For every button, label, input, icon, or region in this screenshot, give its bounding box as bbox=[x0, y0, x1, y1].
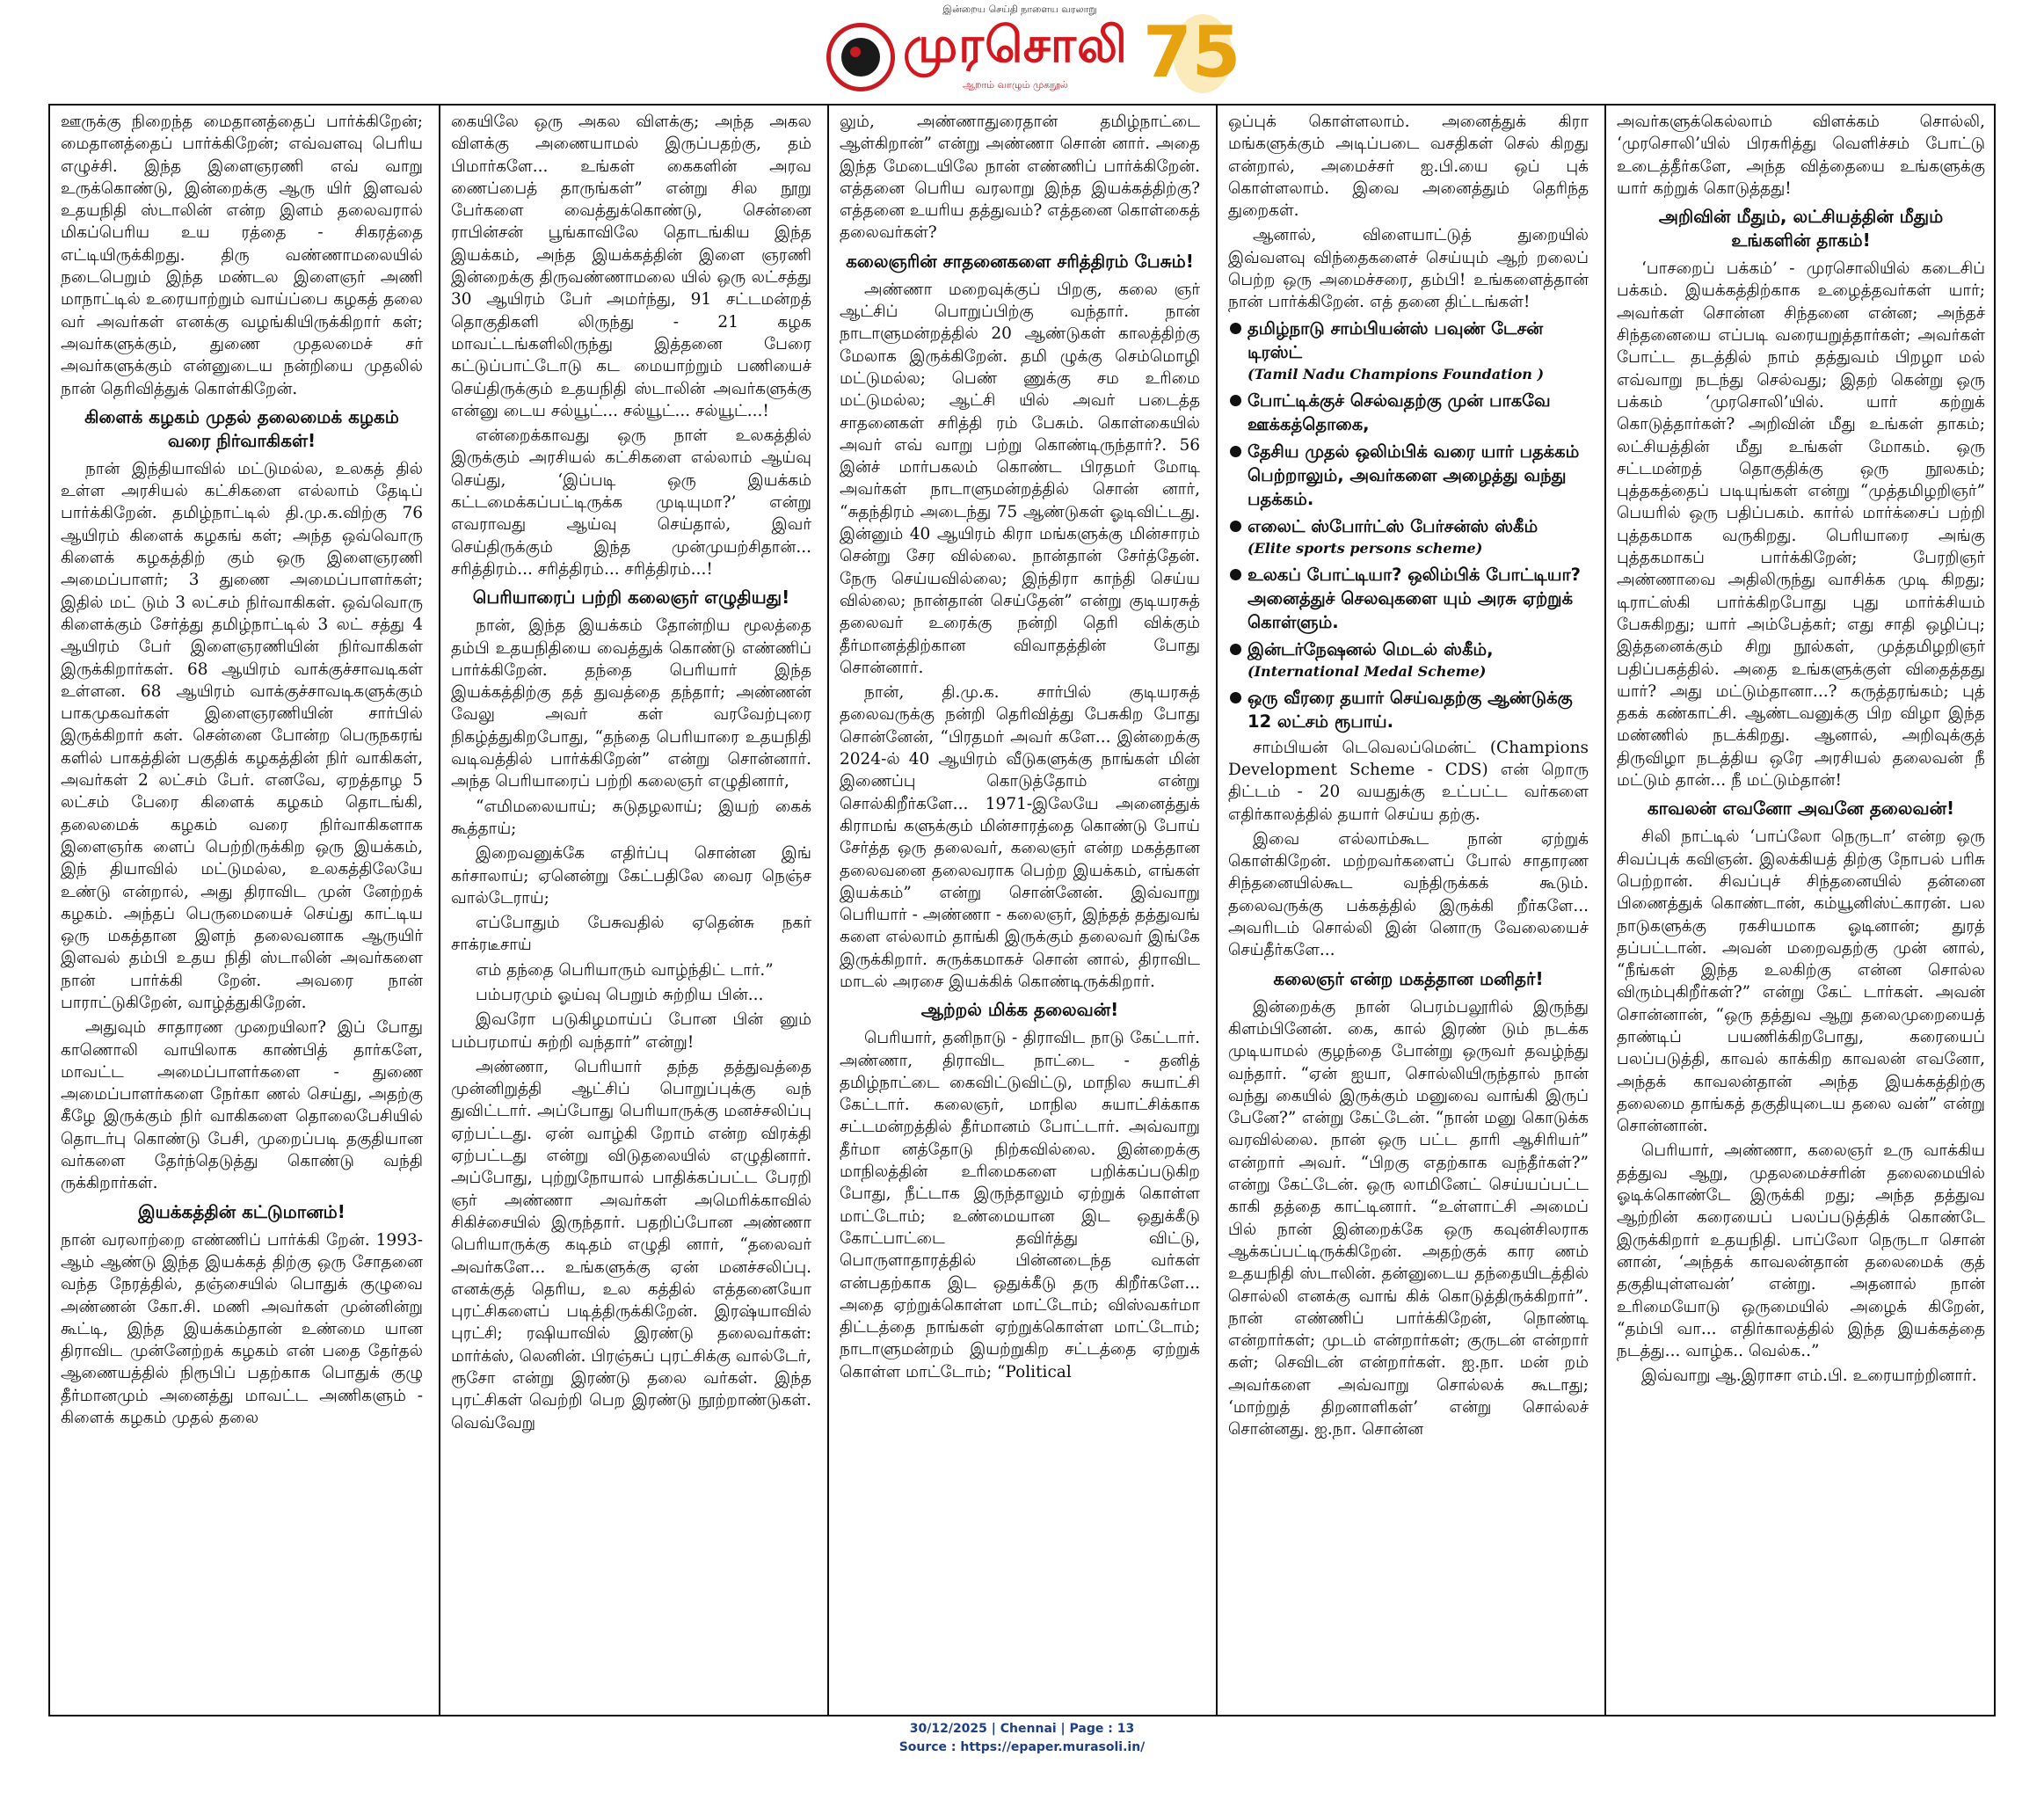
article-paragraph: பம்பரமும் ஓய்வு பெறும் சுற்றிய பின்... bbox=[476, 985, 764, 1004]
masthead bbox=[0, 0, 2044, 104]
newspaper-name: முரசொலி bbox=[903, 17, 1128, 74]
bullet-text: எலைட் ஸ்போர்ட்ஸ் பேர்சன்ஸ் ஸ்கீம் bbox=[1247, 515, 1538, 536]
article-column-1 bbox=[50, 106, 432, 1715]
bullet-text: தேசிய முதல் ஒலிம்பிக் வரை யார் பதக்கம் பெற்றாலும், அவர்களை அழைத்து வந்து பதக்கம். bbox=[1247, 441, 1580, 509]
article-paragraph: பெரியார், தனிநாடு - திராவிட நாடு கேட்டார். அண்ணா, திராவிட நாட்டை - தனித் தமிழ்நாட்டை கைவிட்டுவிட்டு, மாநில சுயாட்சி கேட்டார். கலைஞர், மாநில சுயாட்சிக்காக சட்டமன்றத்தில் தீர்மானம் போட்டார். அவ்வாறு தீர்மா னத்தோடு நிற்கவில்லை. இன்றைக்கு மாநிலத்தின் உரிமைகளை பறிக்கப்படுகிற போது, நீட்டாக இருந்தாலும் ஏற்றுக் கொள்ள மாட்டோம்; உண்மையான இட ஒதுக்கீடு கோட்பாட்டை தவிர்த்து விட்டு, பொருளாதாரத்தில் பின்னடைந்த வர்கள் என்பதற்காக இட ஒதுக்கீடு தரு கிறீர்களே... அதை ஏற்றுக்கொள்ள மாட்டோம்; விஸ்வகர்மா திட்டத்தை நாங்கள் ஏற்றுக்கொள்ள மாட்டோம்; நாடாளுமன்றம் இயற்றுகிற சட்டத்தை ஏற்றுக் கொள்ள மாட்டோம்; “Political bbox=[840, 1029, 1200, 1381]
article-paragraph: இறைவனுக்கே எதிர்ப்பு சொன்ன இங் கர்சாலாய்; ஏனென்று கேட்பதிலே வைர நெஞ்ச வால்டேராய்; bbox=[451, 844, 811, 907]
article-paragraph: இன்றைக்கு நான் பெரம்பலூரில் இருந்து கிளம்பினேன். கை, கால் இரண் டும் நடக்க முடியாமல் குழந்தை போன்று ஒருவர் தவழ்ந்து வந்தார். “ஏன் ஐயா, சொல்லியிருந்தால் நான் வந்து கையில் இருக்கும் மனுவை வாங்கி இருப் பேனே?” என்று கேட்டேன். “நான் மனு கொடுக்க வரவில்லை. நான் ஒரு பட்ட தாரி ஆசிரியர்” என்றார் அவர். “பிறகு எதற்காக வந்தீர்கள்?” என்று கேட்டேன். ஒரு லாமினேட் செய்யப்பட்ட காகி தத்தை காட்டினார். “உள்ளாட்சி அமைப் பில் நான் இன்றைக்கே ஒரு கவுன்சிலராக ஆக்கப்பட்டிருக்கிறேன். அதற்குக் கார ணம் உதயநிதி ஸ்டாலின். தன்னுடைய தந்தையிடத்தில் சொல்லி எனக்கு வாங் கிக் கொடுத்திருக்கிறார்”. நான் எண்ணிப் பார்க்கிறேன், நொண்டி என்றார்கள்; முடம் என்றார்கள்; குருடன் என்றார் கள்; செவிடன் என்றார்கள். ஐ.நா. மன் றம் அவர்களை அவ்வாறு சொல்லக் கூடாது; ‘மாற்றுத் திறனாளிகள்’ என்று சொல்லச் சொன்னது. ஐ.நா. சொன்ன bbox=[1228, 997, 1589, 1440]
article-column-5 bbox=[1604, 106, 1994, 1715]
article-subheading: அறிவின் மீதும், லட்சியத்தின் மீதும் உங்களின் தாகம்! bbox=[1658, 206, 1944, 251]
article-subheading: கலைஞர் என்ற மகத்தான மனிதர்! bbox=[1273, 967, 1544, 989]
anniversary-badge bbox=[1143, 9, 1240, 98]
article-subheading: ஆற்றல் மிக்க தலைவன்! bbox=[920, 999, 1119, 1021]
scheme-bullet-item bbox=[1228, 514, 1589, 559]
bullet-icon bbox=[1230, 569, 1241, 580]
bullet-english-name: (International Medal Scheme) bbox=[1247, 662, 1487, 680]
article-paragraph: இவை எல்லாம்கூட நான் ஏற்றுக் கொள்கிறேன். மற்றவர்களைப் போல் சாதாரண சிந்தனையில்கூட வந்திருக்கக் கூடும். தலைவருக்கு பக்கத்தில் இருக்கி றீர்களே... அவரிடம் சொல்லி இன் னொரு வேலையைச் செய்தீர்களே... bbox=[1228, 829, 1589, 960]
article-subheading: கலைஞரின் சாதனைகளை சரித்திரம் பேசும்! bbox=[846, 250, 1194, 272]
article-paragraph: அண்ணா, பெரியார் தந்த தத்துவத்தை முன்னிறுத்தி ஆட்சிப் பொறுப்புக்கு வந் துவிட்டார். அப்போது பெரியாருக்கு மனச்சலிப்பு ஏற்பட்டது. ஏன் வாழ்கி றோம் என்ற விரக்தி ஏற்பட்டது என்று விடுதலையில் எழுதினார். அப்போது, புற்றுநோயால் பாதிக்கப்பட்ட பேரறி ஞர் அண்ணா அவர்கள் அமெரிக்காவில் சிகிச்சையில் இருந்தார். பதறிப்போன அண்ணா பெரியாருக்கு கடிதம் எழுதி னார், “தலைவர் அவர்களே... உங்களுக்கு ஏன் மனச்சலிப்பு. எனக்குத் தெரிய, உல கத்தில் எத்தனையோ புரட்சிகளைப் படித்திருக்கிறேன். இரஷ்யாவில் புரட்சி; ரஷியாவில் இரண்டு தலைவர்கள்: மார்க்ஸ், லெனின். பிரஞ்சுப் புரட்சிக்கு வால்டேர், ரூசோ என்று இரண்டு தலை வர்கள். இந்த புரட்சிகள் வெற்றி பெற இரண்டு நூற்றாண்டுகள். வெவ்வேறு bbox=[451, 1057, 812, 1432]
article-paragraph: அதுவும் சாதாரண முறையிலா? இப் போது காணொலி வாயிலாக காண்பித் தார்களே, மாவட்ட அமைப்பாளர்களை - துணை அமைப்பாளர்களை நேர்கா ணல் செய்து, அதற்கு கீழே இருக்கும் நிர் வாகிகளை தொலைபேசியில் தொடர்பு கொண்டு பேசி, முறைப்படி தகுதியான வர்களை தேர்ந்தெடுத்து கொண்டு வந்தி ருக்கிறார்கள். bbox=[61, 1018, 423, 1193]
page-frame bbox=[48, 104, 1996, 1716]
scheme-bullet-item bbox=[1228, 686, 1589, 733]
scheme-bullet-item bbox=[1228, 317, 1589, 385]
article-paragraph: பெரியார், அண்ணா, கலைஞர் உரு வாக்கிய தத்துவ ஆறு, முதலமைச்சரின் தலைமையில் ஓடிக்கொண்டே இருக்கி றது; அந்த தத்துவ ஆற்றின் கரையைப் பலப்படுத்திக் கொண்டே இருக்கிறார் உதயநிதி. பாப்லோ நெருடா சொன் னான், ‘அந்தக் காவலன்தான் தலைமைக் குத் தகுதியுள்ளவன்’ என்று. அதனால் நான் உரிமையோடு ஒருமையில் அழைக் கிறேன், “தம்பி வா... எதிர்காலத்தில் இந்த இயக்கத்தை நடத்து... வாழ்க.. வெல்க..” bbox=[1617, 1141, 1985, 1361]
article-paragraph: கையிலே ஒரு அகல விளக்கு; அந்த அகல விளக்கு அணையாமல் இருப்பதற்கு, தம் பிமார்களே... உங்கள் கைகளின் அரவ ணைப்பைத் தாருங்கள்” என்று சில நூறு பேர்களை வைத்துக்கொண்டு, சென்னை ராபின்சன் பூங்காவிலே தொடங்கிய இந்த இயக்கம், அந்த இயக்கத்தின் இளை ஞரணி இன்றைக்கு திருவண்ணாமலை யில் ஒரு லட்சத்து 30 ஆயிரம் பேர் அமர்ந்து, 91 சட்டமன்றத் தொகுதிகளி லிருந்து - 21 கழக மாவட்டங்களிலிருந்து இத்தனை பேரை கட்டுப்பாட்டோடு கட மையாற்றும் பணியைச் செய்திருக்கும் உதயநிதி ஸ்டாலின் அவர்களுக்கு என்னு டைய சல்யூட்... சல்யூட்... சல்யூட்...! bbox=[451, 113, 811, 420]
footer-source: Source : https://epaper.murasoli.in/ bbox=[898, 1740, 1146, 1754]
article-paragraph: “எமிமலையாய்; சுடுதழலாய்; இயற் கைக் கூத்தாய்; bbox=[451, 797, 811, 838]
page-footer bbox=[0, 1720, 2044, 1773]
party-emblem-icon bbox=[826, 23, 895, 91]
article-paragraph: இவ்வாறு ஆ.இராசா எம்.பி. உரையாற்றினார். bbox=[1641, 1367, 1977, 1386]
bullet-text: உலகப் போட்டியா? ஒலிம்பிக் போட்டியா? அனைத்துச் செலவுகளை யும் அரசு ஏற்றுக் கொள்ளும். bbox=[1247, 564, 1581, 632]
article-subheading: இயக்கத்தின் கட்டுமானம்! bbox=[138, 1200, 346, 1222]
bullet-english-name: (Elite sports persons scheme) bbox=[1247, 539, 1483, 557]
article-subheading: பெரியாரைப் பற்றி கலைஞர் எழுதியது! bbox=[472, 587, 790, 609]
article-paragraph: அவர்களுக்கெல்லாம் விளக்கம் சொல்லி, ‘முரசொலி’யில் பிரசுரித்து வெளிச்சம் போட்டு உடைத்தீர்களே, அந்த வித்தையை உங்களுக்கு யார் கற்றுக் கொடுத்தது! bbox=[1617, 113, 1985, 198]
article-paragraph: எப்போதும் பேசுவதில் ஏதென்சு நகர் சாக்ரடீசாய் bbox=[451, 914, 811, 955]
scheme-bullet-item bbox=[1228, 638, 1589, 682]
bullet-icon bbox=[1230, 644, 1241, 655]
article-paragraph: எம் தந்தை பெரியாரும் வாழ்ந்திட் டார்.” bbox=[476, 960, 774, 980]
article-column-3 bbox=[827, 106, 1209, 1715]
article-paragraph: நான், தி.மு.க. சார்பில் குடியரசுத் தலைவருக்கு நன்றி தெரிவித்து பேசுகிற போது சொன்னேன், “பிரதமர் அவர் களே... இன்றைக்கு 2024-ல் 40 ஆயிரம் வீடுகளுக்கு நாங்கள் மின் இணைப்பு கொடுத்தோம் என்று சொல்கிறீர்களே... 1971-இலேயே அனைத்துக் கிராமங் களுக்கும் மின்சாரத்தை கொண்டு போய் சேர்த்த ஒரு தலைவர், கலைஞர் என்ற மகத்தான தலைவனை தலைவராக பெற்ற இயக்கம், எங்கள் இயக்கம்” என்று சொன்னேன். இவ்வாறு பெரியார் - அண்ணா - கலைஞர், இந்தத் தத்துவங் களை எல்லாம் தாங்கி இருக்கும் தலைவர் இங்கே இருக்கிறார். சுருக்கமாகச் சொன் னால், திராவிட மாடல் அரசை இயக்கிக் கொண்டிருக்கிறார். bbox=[840, 683, 1200, 991]
bullet-icon bbox=[1230, 446, 1241, 457]
bullet-english-name: (Tamil Nadu Champions Foundation ) bbox=[1247, 365, 1545, 383]
article-paragraph: நான் இந்தியாவில் மட்டுமல்ல, உலகத் தில் உள்ள அரசியல் கட்சிகளை எல்லாம் தேடிப் பார்க்கிறேன். தமிழ்நாட்டில் தி.மு.க.விற்கு 76 ஆயிரம் கிளைக் கழகங் கள்; அந்த ஒவ்வொரு கிளைக் கழகத்திற் கும் ஒரு இளைஞரணி அமைப்பாளர்; 3 துணை அமைப்பாளர்கள்; இதில் மட் டும் 3 லட்சம் நிர்வாகிகள். ஒவ்வொரு கிளைக்கும் சேர்த்து தமிழ்நாட்டில் 3 லட் சத்து 4 ஆயிரம் பேர் இளைஞரணியின் நிர்வாகிகள் இருக்கிறார்கள். 68 ஆயிரம் வாக்குச்சாவடிகள் உள்ளன. 68 ஆயிரம் வாக்குச்சாவடிகளுக்கும் பாகமுகவர்கள் இளைஞரணியின் சார்பில் இருக்கிறார் கள். சென்னை போன்ற பெருநகரங் களில் பாகத்தின் பகுதிக் கழகத்தின் நிர் வாகிகள், அவர்கள் 2 லட்சம் பேர். எனவே, ஏறத்தாழ 5 லட்சம் பேரை கிளைக் கழகம் தொடங்கி, தலைமைக் கழகம் வரை நிர்வாகிகளாக இளைஞர்க ளைப் பெற்றிருக்கிற ஒரு இயக்கம், இந் தியாவில் மட்டுமல்ல, உலகத்திலேயே உண்டு என்றால், அது திராவிட முன் னேற்றக் கழகம். அந்தப் பெருமையைச் செய்து காட்டிய ஒரு மகத்தான இளந் தலைவனாக ஆருயிர் இளவல் தம்பி உதய நிதி ஸ்டாலின் அவர்களை நான் பார்க்கி றேன். அவரை நான் பாராட்டுகிறேன், வாழ்த்துகிறேன். bbox=[61, 459, 423, 1012]
article-paragraph: லும், அண்ணாதுரைதான் தமிழ்நாட்டை ஆள்கிறான்” என்று அண்ணா சொன் னார். அதை இந்த மேடையிலே நான் எண்ணிப் பார்க்கிறேன். எத்தனை பெரிய வரலாறு இந்த இயக்கத்திற்கு? எத்தனை உயரிய தத்துவம்? எத்தனை கொள்கைத் தலைவர்கள்? bbox=[840, 113, 1200, 243]
article-column-2 bbox=[439, 106, 820, 1715]
article-paragraph: நான் வரலாற்றை எண்ணிப் பார்க்கி றேன். 1993-ஆம் ஆண்டு இந்த இயக்கத் திற்கு ஒரு சோதனை வந்த நேரத்தில், தஞ்சையில் பொதுக் குழுவை அண்ணன் கோ.சி. மணி அவர்கள் முன்னின்று கூட்டி, இந்த இயக்கம்தான் உண்மை யான திராவிட முன்னேற்றக் கழகம் என் பதை தேர்தல் ஆணையத்தில் நிரூபிப் பதற்காக பொதுக் குழு தீர்மானமும் அனைத்து மாவட்ட அணிகளும் - கிளைக் கழகம் முதல் தலை bbox=[61, 1230, 423, 1428]
footer-date-page: 30/12/2025 | Chennai | Page : 13 bbox=[909, 1722, 1135, 1736]
bullet-text: இன்டர்நேஷனல் மெடல் ஸ்கீம், bbox=[1247, 638, 1494, 660]
bullet-text: போட்டிக்குச் செல்வதற்கு முன் பாகவே ஊக்கத்தொகை, bbox=[1247, 390, 1551, 434]
article-paragraph: ஆனால், விளையாட்டுத் துறையில் இவ்வளவு விந்தைகளைச் செய்யும் ஆற் றலைப் பெற்ற ஒரு அமைச்சரை, தம்பி! உங்களைத்தான் நான் பார்க்கிறேன். எத் தனை திட்டங்கள்! bbox=[1228, 226, 1589, 312]
article-subheading: கிளைக் கழகம் முதல் தலைமைக் கழகம் வரை நிர்வாகிகள்! bbox=[84, 405, 399, 451]
article-column-4 bbox=[1216, 106, 1597, 1715]
anniversary-number: 75 bbox=[1143, 11, 1241, 93]
bullet-text: தமிழ்நாடு சாம்பியன்ஸ் பவுண் டேசன் டிரஸ்ட் bbox=[1247, 317, 1544, 362]
article-columns bbox=[50, 106, 1994, 1715]
article-subheading: காவலன் எவனோ அவனே தலைவன்! bbox=[1647, 798, 1955, 820]
article-paragraph: ஒப்புக் கொள்ளலாம். அனைத்துக் கிரா மங்களுக்கும் அடிப்படை வசதிகள் செல் கிறது என்றால், அமைச்சர் ஐ.பி.யை ஒப் புக் கொள்ளலாம். இவை அனைத்தும் தெரிந்த துறைகள். bbox=[1228, 113, 1589, 221]
masthead-subline: ஆறாம் வாழும் முகநூல் bbox=[963, 79, 1068, 91]
bullet-icon bbox=[1230, 323, 1241, 334]
bullet-text: ஒரு வீரரை தயார் செய்வதற்கு ஆண்டுக்கு 12 லட்சம் ரூபாய். bbox=[1247, 687, 1573, 732]
bullet-icon bbox=[1230, 521, 1241, 532]
article-paragraph: ‘பாசறைப் பக்கம்’ - முரசொலியில் கடைசிப் பக்கம். இயக்கத்திற்காக உழைத்தவர்கள் யார்; அவர்கள் சொன்ன சிந்தனை என்ன; அந்தச் சிந்தனையை எப்படி வரையறுத்தார்கள்; அவர்கள் போட்ட தடத்தில் நாம் தத்துவம் பிறழா மல் எவ்வாறு நடந்து செல்வது; இதற் கென்று ஒரு பக்கம் ‘முரசொலி’யில். யார் கற்றுக் கொடுத்தார்கள்? அறிவின் மீது உங்கள் தாகம்; லட்சியத்தின் மீது உங்கள் மோகம். ஒரு சட்டமன்றத் தொகுதிக்கு ஒரு நூலகம்; புத்தகத்தைப் படியுங்கள் என்று “முத்தமிழறிஞர்” பெயரில் ஒரு பதிப்பகம். கார்ல் மார்க்சைப் பற்றி புத்தகமாக வருகிறது. பெரியாரை அங்கு புத்தகமாகப் பார்க்கிறேன்; பேரறிஞர் அண்ணாவை அதிலிருந்து வாசிக்க முடி கிறது; டிராட்ஸ்கி பார்க்கிறபோது புது மார்க்சியம் பேசுகிறது; யார் அம்பேத்கர்; எது சாதி ஒழிப்பு; இத்தனைக்கும் சிறு நூல்கள், முத்தமிழறிஞர் பதிப்பகத்தில். அதை உங்களுக்குள் விதைத்தது யார்? அது மட்டும்தானா...? கருத்தரங்கம்; புத் தகக் கண்காட்சி. ஆண்டவனுக்கு பிற விழா இந்த மண்ணில் நடக்கிறது. ஆனால், அறிவுக்குத் திருவிழா நடத்திய ஒரே அரசியல் தலைவன் நீ மட்டும் தான்... நீ மட்டும்தான்! bbox=[1617, 259, 1985, 791]
article-paragraph: சாம்பியன் டெவெலப்மென்ட் (Champions Development Scheme - CDS) என் றொரு திட்டம் - 20 வயதுக்கு உட்பட்ட வர்களை எதிர்காலத்தில் தயார் செய்ய தற்கு. bbox=[1228, 738, 1589, 824]
article-paragraph: அண்ணா மறைவுக்குப் பிறகு, கலை ஞர் ஆட்சிப் பொறுப்பிற்கு வந்தார். நான் நாடாளுமன்றத்தில் 20 ஆண்டுகள் காலத்திற்கு மேலாக இருக்கிறேன். தமி ழுக்கு செம்மொழி மட்டுமல்ல; பெண் ணுக்கு சம உரிமை மட்டுமல்ல; ஆட்சி யில் அவர் படைத்த சாதனைகள் சரித்தி ரம் பேசும். கொள்கையில் அவர் எவ் வாறு பற்று கொண்டிருந்தார்?. 56 இன்ச் மார்பகலம் கொண்ட பிரதமர் மோடி அவர்கள் நாடாளுமன்றத்தில் சொன் னார், “சுதந்திரம் அடைந்து 75 ஆண்டுகள் ஓடிவிட்டது. இன்னும் 40 ஆயிரம் கிரா மங்களுக்கு மின்சாரம் சென்று சேர வில்லை. நான்தான் சேர்த்தேன். நேரு செய்யவில்லை; இந்திரா காந்தி செய்ய வில்லை; நான்தான் செய்தேன்” என்று குடியரசுத் தலைவர் உரைக்கு நன்றி தெரி விக்கும் தீர்மானத்திற்கான விவாதத்தின் போது சொன்னார். bbox=[840, 280, 1200, 677]
article-paragraph: என்றைக்காவது ஒரு நாள் உலகத்தில் இருக்கும் அரசியல் கட்சிகளை எல்லாம் ஆய்வு செய்து, ‘இப்படி ஒரு இயக்கம் கட்டமைக்கப்பட்டிருக்க முடியுமா?’ என்று எவராவது ஆய்வு செய்தால், இவர் செய்திருக்கும் இந்த முன்முயற்சிதான்... சரித்திரம்... சரித்திரம்... சரித்திரம்...! bbox=[451, 426, 811, 579]
scheme-bullet-item bbox=[1228, 440, 1589, 511]
article-paragraph: நான், இந்த இயக்கம் தோன்றிய மூலத்தை தம்பி உதயநிதியை வைத்துக் கொண்டு எண்ணிப் பார்க்கிறேன். தந்தை பெரியார் இந்த இயக்கத்திற்கு தத் துவத்தை தந்தார்; அண்ணன் வேலு அவர் கள் வரவேற்புரை நிகழ்த்துகிறபோது, “தந்தை பெரியாரை உதயநிதி வடிவத்தில் பார்க்கிறேன்” என்று சொன்னார். அந்த பெரியாரைப் பற்றி கலைஞர் எழுதினார், bbox=[451, 616, 811, 791]
article-paragraph: சிலி நாட்டில் ‘பாப்லோ நெருடா’ என்ற ஒரு சிவப்புக் கவிஞன். இலக்கியத் திற்கு நோபல் பரிசு பெற்றான். சிவப்புச் சிந்தனையில் தன்னை பிணைத்துக் கொண்டான், கம்யூனிஸ்ட்காரன். பல நாடுகளுக்கு ரகசியமாக ஓடினான்; துரத் தப்பட்டான். அவன் மறைவதற்கு முன் னால், “நீங்கள் இந்த உலகிற்கு என்ன சொல்ல விரும்புகிறீர்கள்?” என்று கேட் டார்கள். அவன் சொன்னான், “ஒரு தத்துவ ஆறு தலைமுறையைத் தாண்டிப் பயணிக்கிறபோது, கரையைப் பலப்படுத்தி, காவல் காக்கிற காவலன் எவனோ, அந்தக் காவலன்தான் அந்த இயக்கத்திற்கு தலைமை தாங்கத் தகுதியுடைய தலை வன்” என்று சொன்னான். bbox=[1617, 827, 1985, 1136]
bullet-icon bbox=[1230, 395, 1241, 406]
article-paragraph: ஊருக்கு நிறைந்த மைதானத்தைப் பார்க்கிறேன்; மைதானத்தைப் பார்க்கிறேன்; எவ்வளவு பெரிய எழுச்சி. இந்த இளைஞரணி எவ் வாறு உருக்கொண்டு, இன்றைக்கு ஆரு யிர் இளவல் உதயநிதி ஸ்டாலின் என்ற இளம் தலைவரால் மிகப்பெரிய உய ரத்தை - சிகரத்தை எட்டியிருக்கிறது. திரு வண்ணாமலையில் நடைபெறும் இந்த மண்டல இளைஞர் அணி மாநாட்டில் உரையாற்றும் வாய்ப்பை கழகத் தலை வர் அவர்கள் எனக்கு வழங்கியிருக்கிறார் கள்; அவர்களுக்கும், துணை முதலமைச் சர் அவர்களுக்கும் என்னுடைய நன்றியை முதலில் நான் தெரிவித்துக் கொள்கிறேன். bbox=[61, 113, 423, 398]
bullet-icon bbox=[1230, 692, 1241, 703]
article-paragraph: இவரோ படுகிழமாய்ப் போன பின் னும் பம்பரமாய் சுற்றி வந்தார்” என்று! bbox=[451, 1010, 811, 1052]
masthead-tagline: இன்றைய செய்தி நாளைய வரலாறு bbox=[942, 4, 1097, 15]
scheme-bullet-item bbox=[1228, 563, 1589, 634]
scheme-bullet-item bbox=[1228, 389, 1589, 436]
